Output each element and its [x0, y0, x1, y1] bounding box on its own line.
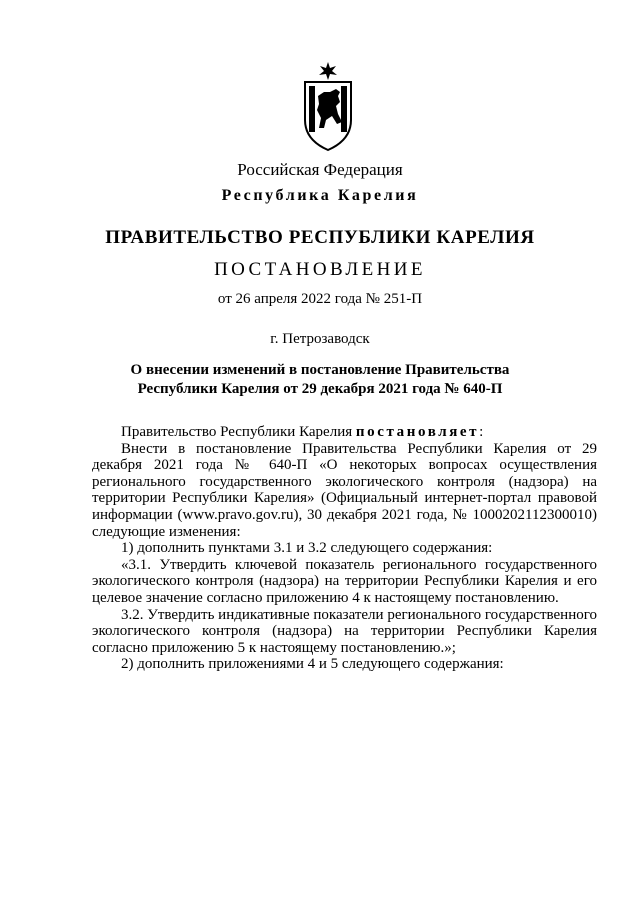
list-item-1: 1) дополнить пунктами 3.1 и 3.2 следующего содержания:: [121, 540, 493, 557]
republic-name: Республика Карелия: [221, 187, 419, 204]
subject-line-2: Республики Карелия от 29 декабря 2021 года № 640-П: [137, 381, 503, 397]
subject-line-1: О внесении изменений в постановление Правительства: [130, 362, 510, 378]
intro-verb: постановляет: [355, 424, 480, 440]
government-title: ПРАВИТЕЛЬСТВО РЕСПУБЛИКИ КАРЕЛИЯ: [105, 227, 535, 248]
list-item-2: 2) дополнить приложениями 4 и 5 следующего содержания:: [121, 656, 504, 673]
coat-of-arms-emblem: [302, 62, 354, 152]
date-number: от 26 апреля 2022 года № 251-П: [217, 291, 423, 307]
document-body: [92, 424, 597, 673]
document-subject: [0, 361, 640, 399]
country-name: Российская Федерация: [237, 160, 403, 179]
document-type: ПОСТАНОВЛЕНИЕ: [214, 259, 426, 280]
city: г. Петрозаводск: [270, 331, 370, 347]
list-item-3-2: 3.2. Утвердить индикативные показатели регионального государственного экологического контроля (надзора) на территории Республики Карелия согласно приложению 5 к настоящему постановлению.»;: [92, 606, 598, 656]
paragraph-amendment: Внести в постановление Правительства Республики Карелия от 29 декабря 2021 года № 640-П «О некоторых вопросах осуществления регионального государственного экологического контроля (надзора) на территории Республики Карелия» (Официальный интернет-портал правовой информации (www.pravo.gov.ru), 30 декабря 2021 года, № 1000202112300010) следующие изменения:: [92, 440, 597, 540]
list-item-3-1: «3.1. Утвердить ключевой показатель регионального государственного экологического контроля (надзора) на территории Республики Карелия и его целевое значение согласно приложению 4 к настоящему постановлению.: [92, 556, 597, 606]
intro-paragraph: [92, 424, 597, 441]
intro-prefix: Правительство Республики Карелия: [121, 424, 356, 440]
intro-suffix: :: [479, 424, 484, 440]
